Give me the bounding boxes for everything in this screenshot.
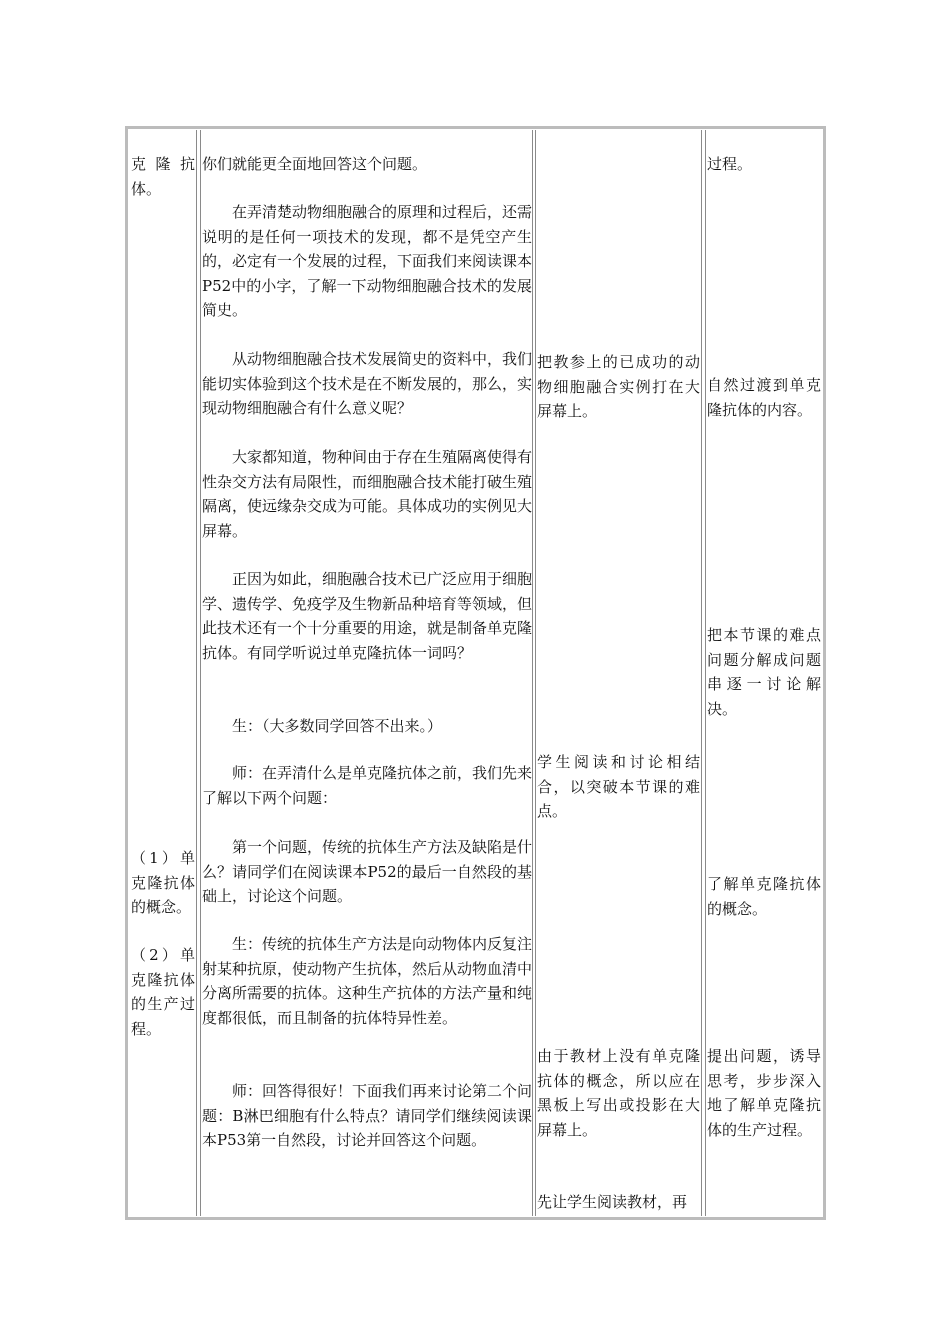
method-cell: 由于教材上没有单克隆抗体的概念，所以应在黑板上写出或投影在大屏幕上。	[537, 1047, 700, 1139]
content-paragraph: 你们就能更全面地回答这个问题。	[202, 155, 428, 173]
intent-cell: 了解单克隆抗体的概念。	[707, 875, 821, 918]
content-paragraph: 大家都知道，物种间由于存在生殖隔离使得有性杂交方法有局限性，而细胞融合技术能打破生殖隔离，使远缘杂交成为可能。具体成功的实例见大屏幕。	[202, 448, 533, 540]
content-paragraph: 师：在弄清什么是单克隆抗体之前，我们先来了解以下两个问题：	[202, 764, 533, 807]
content-paragraph: 生：传统的抗体生产方法是向动物体内反复注射某种抗原，使动物产生抗体，然后从动物血清中分离所需要的抗体。这种生产抗体的方法产量和纯度都很低，而且制备的抗体特异性差。	[202, 935, 533, 1027]
method-cell: 学生阅读和讨论相结合，以突破本节课的难点。	[537, 753, 700, 820]
content-paragraph: 从动物细胞融合技术发展简史的资料中，我们能切实体验到这个技术是在不断发展的，那么，实现动物细胞融合有什么意义呢？	[202, 350, 533, 417]
table-column-topic	[129, 130, 197, 1216]
table-column-intent	[705, 130, 822, 1216]
intent-cell: 自然过渡到单克隆抗体的内容。	[707, 376, 821, 419]
method-cell: 把教参上的已成功的动物细胞融合实例打在大屏幕上。	[537, 353, 700, 420]
content-paragraph: 师：回答得很好！下面我们再来讨论第二个问题：B淋巴细胞有什么特点？请同学们继续阅读课本P53第一自然段，讨论并回答这个问题。	[202, 1082, 533, 1149]
topic-cell: （2）单克隆抗体的生产过程。	[131, 946, 195, 1038]
topic-cell: （1）单克隆抗体的概念。	[131, 849, 195, 916]
method-cell: 先让学生阅读教材，再	[537, 1193, 688, 1211]
topic-cell: 克隆抗体。	[131, 155, 195, 198]
content-paragraph: 在弄清楚动物细胞融合的原理和过程后，还需说明的是任何一项技术的发现，都不是凭空产生的，必定有一个发展的过程，下面我们来阅读课本P52中的小字，了解一下动物细胞融合技术的发展简史。	[202, 203, 533, 319]
intent-cell: 提出问题，诱导思考，步步深入地了解单克隆抗体的生产过程。	[707, 1047, 821, 1139]
content-paragraph: 生：（大多数同学回答不出来。）	[232, 717, 443, 735]
intent-cell: 过程。	[707, 155, 753, 173]
table-column-content	[200, 130, 533, 1216]
table-column-method	[535, 130, 702, 1216]
content-paragraph: 正因为如此，细胞融合技术已广泛应用于细胞学、遗传学、免疫学及生物新品种培育等领域，但此技术还有一个十分重要的用途，就是制备单克隆抗体。有同学听说过单克隆抗体一词吗？	[202, 570, 533, 662]
intent-cell: 把本节课的难点问题分解成问题串逐一讨论解决。	[707, 626, 821, 718]
content-paragraph: 第一个问题，传统的抗体生产方法及缺陷是什么？请同学们在阅读课本P52的最后一自然段的基础上，讨论这个问题。	[202, 838, 533, 905]
